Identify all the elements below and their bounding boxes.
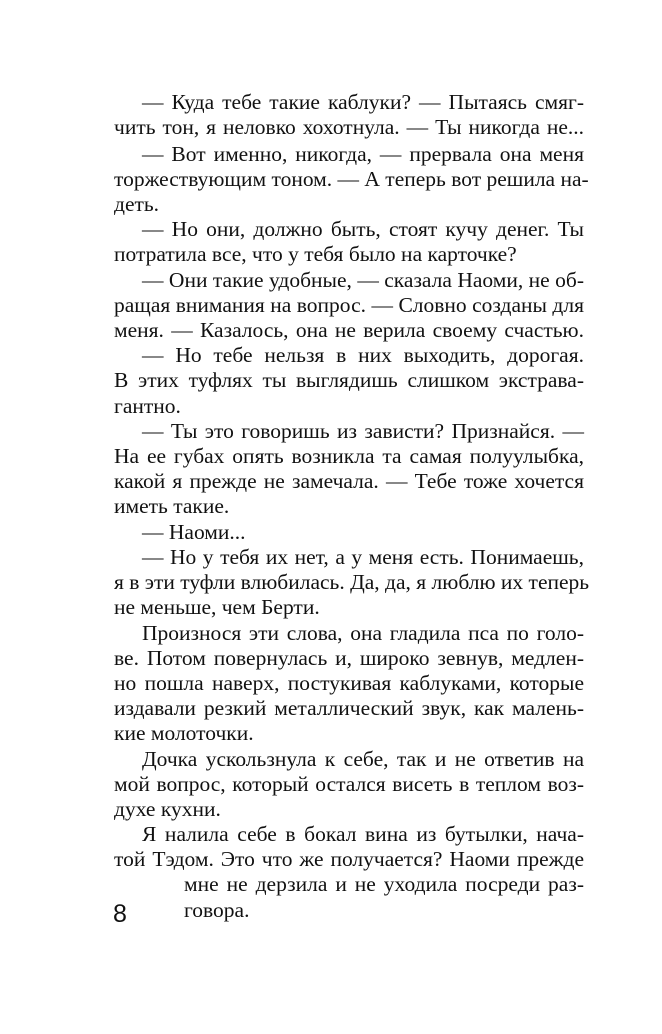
text-line: мне не дерзила и не уходила посреди раз- (184, 872, 584, 896)
text-line: чить тон, я неловко хохотнула. — Ты никогда не... (114, 115, 584, 139)
text-line: Произнося эти слова, она гладила пса по голо- (142, 621, 584, 645)
text-line: В этих туфлях ты выглядишь слишком экстрава- (114, 368, 584, 392)
text-line: Дочка ускользнула к себе, так и не ответив на (142, 747, 584, 771)
text-line: ращая внимания на вопрос. — Словно созданы для (114, 293, 584, 317)
text-line: меня. — Казалось, она не верила своему счастью. (114, 318, 584, 342)
text-line: какой я прежде не замечала. — Тебе тоже хочется (114, 469, 584, 493)
text-line: я в эти туфли влюбилась. Да, да, я люблю их теперь (114, 570, 590, 594)
text-line: гантно. (114, 394, 181, 418)
text-line: духе кухни. (114, 797, 221, 821)
text-line: — Но тебе нельзя в них выходить, дорогая. (142, 343, 584, 367)
text-line: — Они такие удобные, — сказала Наоми, не об- (142, 268, 584, 292)
text-line: деть. (114, 192, 160, 216)
text-line: — Ты это говоришь из зависти? Признайся. — (142, 419, 584, 443)
text-line: На ее губах опять возникла та самая полуулыбка, (114, 444, 584, 468)
text-line: издавали резкий металлический звук, как малень- (114, 696, 584, 720)
text-line: говора. (184, 898, 250, 922)
text-line: ве. Потом повернулась и, широко зевнув, медлен- (114, 646, 584, 670)
page-number: 8 (113, 900, 127, 928)
text-line: кие молоточки. (114, 721, 254, 745)
text-line: торжествующим тоном. — А теперь вот решила на- (114, 167, 589, 191)
text-line: той Тэдом. Это что же получается? Наоми прежде (114, 847, 584, 871)
text-line: мой вопрос, который остался висеть в теплом воз- (114, 772, 584, 796)
text-line: — Но они, должно быть, стоят кучу денег. Ты (142, 217, 584, 241)
text-line: Я налила себе в бокал вина из бутылки, нача- (142, 822, 584, 846)
text-line: не меньше, чем Берти. (114, 595, 320, 619)
text-line: — Но у тебя их нет, а у меня есть. Понимаешь, (142, 545, 584, 569)
text-line: иметь такие. (114, 494, 230, 518)
text-line: потратила все, что у тебя было на карточке? (114, 242, 517, 266)
text-line: но пошла наверх, постукивая каблуками, которые (114, 671, 584, 695)
text-line: — Куда тебе такие каблуки? — Пытаясь смяг- (142, 90, 584, 114)
text-line: — Вот именно, никогда, — прервала она меня (142, 142, 584, 166)
text-line: — Наоми... (142, 520, 246, 544)
